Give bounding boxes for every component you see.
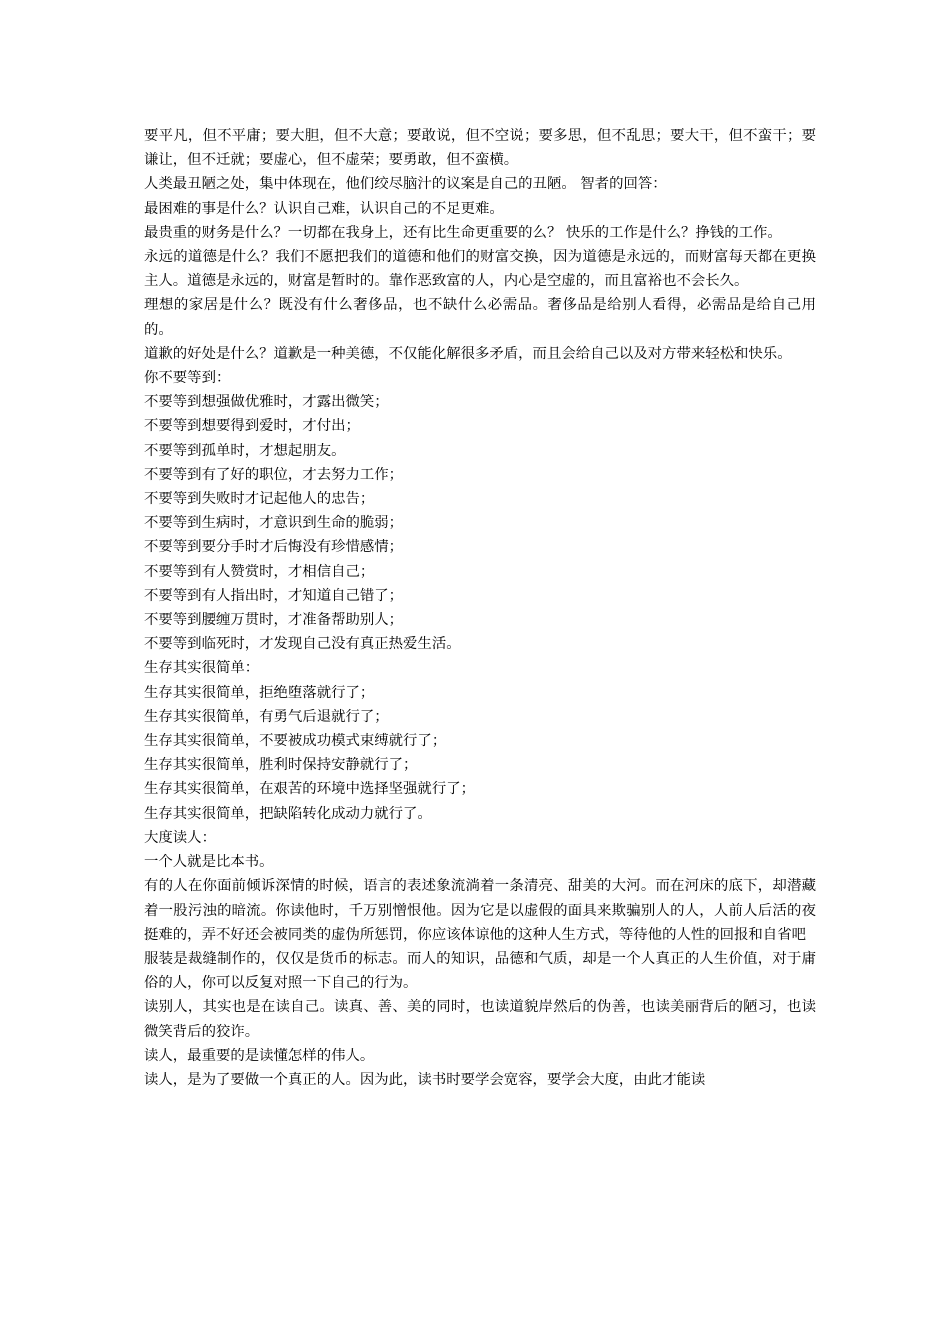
paragraph: 生存其实很简单，在艰苦的环境中选择坚强就行了； [144,781,475,798]
paragraph: 不要等到有人赞赏时，才相信自己； [144,563,375,580]
paragraph: 不要等到要分手时才后悔没有珍惜感情； [144,539,404,556]
paragraph: 人类最丑陋之处，集中体现在，他们绞尽脑汁的议案是自己的丑陋。 智者的回答： [144,176,667,193]
paragraph: 生存其实很简单： [144,660,260,677]
paragraph: 读别人，其实也是在读自己。读真、善、美的同时，也读道貌岸然后的伪善，也读美丽背后的陋习，也读微笑背后的狡诈。 [144,999,816,1040]
paragraph: 生存其实很简单，拒绝堕落就行了； [144,684,375,701]
paragraph: 服装是裁缝制作的，仅仅是货币的标志。而人的知识，品德和气质，却是一个人真正的人生价值，对于庸俗的人，你可以反复对照一下自己的行为。 [144,950,816,992]
paragraph: 不要等到想强做优雅时，才露出微笑； [144,394,389,411]
paragraph: 不要等到有了好的职位，才去努力工作； [144,466,404,483]
document-page [144,124,816,1092]
paragraph: 永远的道德是什么？我们不愿把我们的道德和他们的财富交换，因为道德是永远的，而财富每天都在更换主人。道德是永远的，财富是暂时的。靠作恶致富的人，内心是空虚的，而且富裕也不会长久。 [144,249,816,290]
paragraph: 有的人在你面前倾诉深情的时候，语言的表述象流淌着一条清亮、甜美的大河。而在河床的底下，却潜藏着一股污浊的暗流。你读他时，千万别憎恨他。因为它是以虚假的面具来欺骗别人的人，人前人后活的夜挺难的，弄不好还会被同类的虚伪所惩罚，你应该体谅他的这种人生方式，等待他的人性的回报和自省吧 [144,878,816,943]
paragraph: 生存其实很简单，胜利时保持安静就行了； [144,757,418,774]
paragraph: 一个人就是比本书。 [144,854,274,871]
paragraph: 你不要等到： [144,370,231,387]
paragraph: 不要等到失败时才记起他人的忠告； [144,491,375,508]
paragraph: 不要等到生病时，才意识到生命的脆弱； [144,515,404,532]
paragraph: 最困难的事是什么？认识自己难，认识自己的不足更难。 [144,200,504,217]
paragraph: 读人，最重要的是读懂怎样的伟人。 [144,1047,375,1064]
paragraph: 不要等到临死时，才发现自己没有真正热爱生活。 [144,636,461,653]
paragraph: 不要等到想要得到爱时，才付出； [144,418,360,435]
paragraph: 读人，是为了要做一个真正的人。因为此，读书时要学会宽容，要学会大度，由此才能读 [144,1071,706,1088]
paragraph: 理想的家居是什么？既没有什么奢侈品，也不缺什么必需品。奢侈品是给别人看得，必需品是给自己用的。 [144,297,816,338]
paragraph: 生存其实很简单，有勇气后退就行了； [144,708,389,725]
paragraph: 生存其实很简单，把缺陷转化成动力就行了。 [144,805,432,822]
paragraph: 不要等到有人指出时，才知道自己错了； [144,587,404,604]
paragraph: 要平凡，但不平庸；要大胆，但不大意；要敢说，但不空说；要多思，但不乱思；要大干，但不蛮干；要谦让，但不迁就；要虚心，但不虚荣；要勇敢，但不蛮横。 [144,128,816,169]
paragraph: 不要等到腰缠万贯时，才准备帮助别人； [144,612,404,629]
paragraph: 不要等到孤单时，才想起朋友。 [144,442,346,459]
paragraph: 最贵重的财务是什么？一切都在我身上，还有比生命更重要的么？ 快乐的工作是什么？挣钱的工作。 [144,224,782,241]
paragraph: 生存其实很简单，不要被成功模式束缚就行了； [144,733,447,750]
paragraph: 道歉的好处是什么？道歉是一种美德，不仅能化解很多矛盾，而且会给自己以及对方带来轻松和快乐。 [144,345,792,362]
paragraph: 大度读人： [144,829,216,846]
